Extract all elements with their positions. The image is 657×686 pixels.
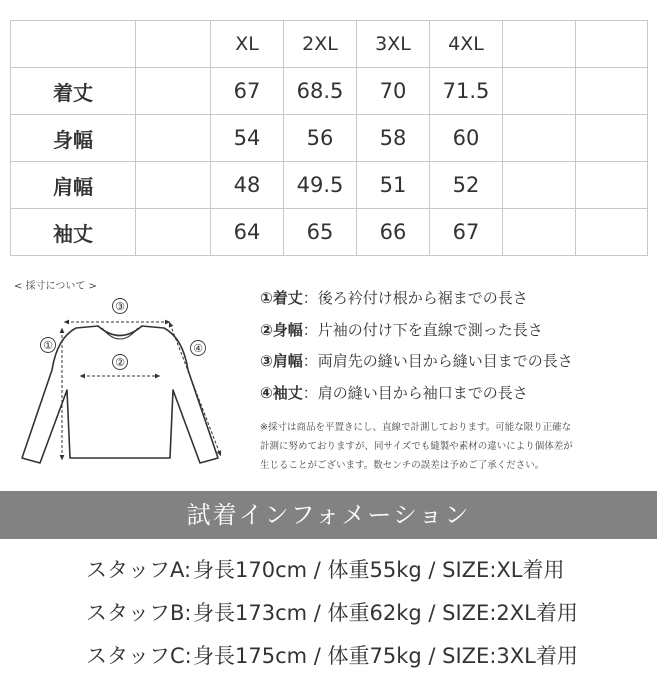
measure-title: < 採寸について > [14, 281, 97, 292]
measure-legend [260, 287, 650, 413]
staff-name: スタッフC: [86, 644, 192, 668]
staff-name: スタッフA: [86, 558, 192, 582]
header-cell: 4XL [430, 21, 503, 68]
header-cell: XL [211, 21, 284, 68]
size-row-length [11, 68, 648, 115]
table-cell: 48 [211, 162, 284, 209]
header-cell: 2XL [284, 21, 357, 68]
staff-row [86, 600, 657, 643]
size-row-width [11, 115, 648, 162]
table-cell [576, 162, 648, 209]
size-header-row [11, 21, 648, 68]
legend-desc: ：肩の縫い目から袖口までの長さ [302, 383, 528, 402]
legend-desc: ：両肩先の縫い目から縫い目までの長さ [302, 352, 573, 370]
legend-item [260, 382, 650, 414]
legend-desc: ：後ろ衿付け根から裾までの長さ [302, 289, 528, 307]
table-cell: 64 [211, 209, 284, 256]
table-cell: 70 [357, 68, 430, 115]
note-line: 生じることがございます。数センチの誤差は予めご了承ください。 [260, 460, 545, 471]
table-cell: 52 [430, 162, 503, 209]
table-cell [136, 68, 211, 115]
table-cell [576, 209, 648, 256]
size-row-shoulder [11, 162, 648, 209]
legend-item [260, 319, 650, 351]
header-cell [503, 21, 576, 68]
marker-4: ④ [193, 342, 203, 355]
note-line: ※採寸は商品を平置きにし、直線で計測しております。可能な限り正確な [260, 422, 572, 433]
row-label: 袖丈 [11, 209, 136, 256]
header-cell: 3XL [357, 21, 430, 68]
legend-key: ④袖丈 [260, 383, 303, 402]
staff-info: 身長173cm / 体重62kg / SIZE:2XL着用 [193, 601, 578, 625]
table-cell: 71.5 [430, 68, 503, 115]
staff-info: 身長170cm / 体重55kg / SIZE:XL着用 [193, 558, 565, 582]
table-cell [136, 115, 211, 162]
legend-key: ③肩幅 [260, 352, 303, 370]
table-cell [136, 162, 211, 209]
header-cell [576, 21, 648, 68]
table-cell: 68.5 [284, 68, 357, 115]
table-cell: 56 [284, 115, 357, 162]
table-cell: 58 [357, 115, 430, 162]
shirt-diagram [18, 290, 246, 475]
table-cell [136, 209, 211, 256]
table-cell: 66 [357, 209, 430, 256]
table-cell [503, 209, 576, 256]
table-cell: 51 [357, 162, 430, 209]
staff-list [86, 557, 657, 686]
measure-note [260, 418, 640, 475]
table-cell [503, 162, 576, 209]
row-label: 肩幅 [11, 162, 136, 209]
table-cell [503, 115, 576, 162]
table-cell [576, 68, 648, 115]
collar-line [102, 328, 138, 339]
staff-name: スタッフB: [86, 601, 192, 625]
marker-1: ① [43, 339, 53, 352]
marker-3: ③ [115, 300, 125, 313]
row-label: 着丈 [11, 68, 136, 115]
legend-key: ①着丈 [260, 289, 303, 307]
staff-row [86, 643, 657, 686]
staff-row [86, 557, 657, 600]
table-cell: 65 [284, 209, 357, 256]
table-cell [503, 68, 576, 115]
staff-info: 身長175cm / 体重75kg / SIZE:3XL着用 [193, 644, 578, 668]
header-cell [11, 21, 136, 68]
table-cell: 67 [211, 68, 284, 115]
note-line: 計測に努めておりますが、同サイズでも縫製や素材の違いにより個体差が [260, 441, 573, 452]
size-table [10, 20, 648, 256]
table-cell: 60 [430, 115, 503, 162]
table-cell: 67 [430, 209, 503, 256]
legend-item [260, 287, 650, 319]
header-cell [136, 21, 211, 68]
table-cell [576, 115, 648, 162]
legend-desc: ：片袖の付け下を直線で測った長さ [302, 320, 543, 339]
legend-key: ②身幅 [260, 320, 303, 339]
table-cell: 49.5 [284, 162, 357, 209]
size-row-sleeve [11, 209, 648, 256]
table-cell: 54 [211, 115, 284, 162]
marker-2: ② [115, 356, 125, 369]
tryon-banner: 試着インフォメーション [0, 491, 657, 539]
row-label: 身幅 [11, 115, 136, 162]
legend-item [260, 350, 650, 382]
